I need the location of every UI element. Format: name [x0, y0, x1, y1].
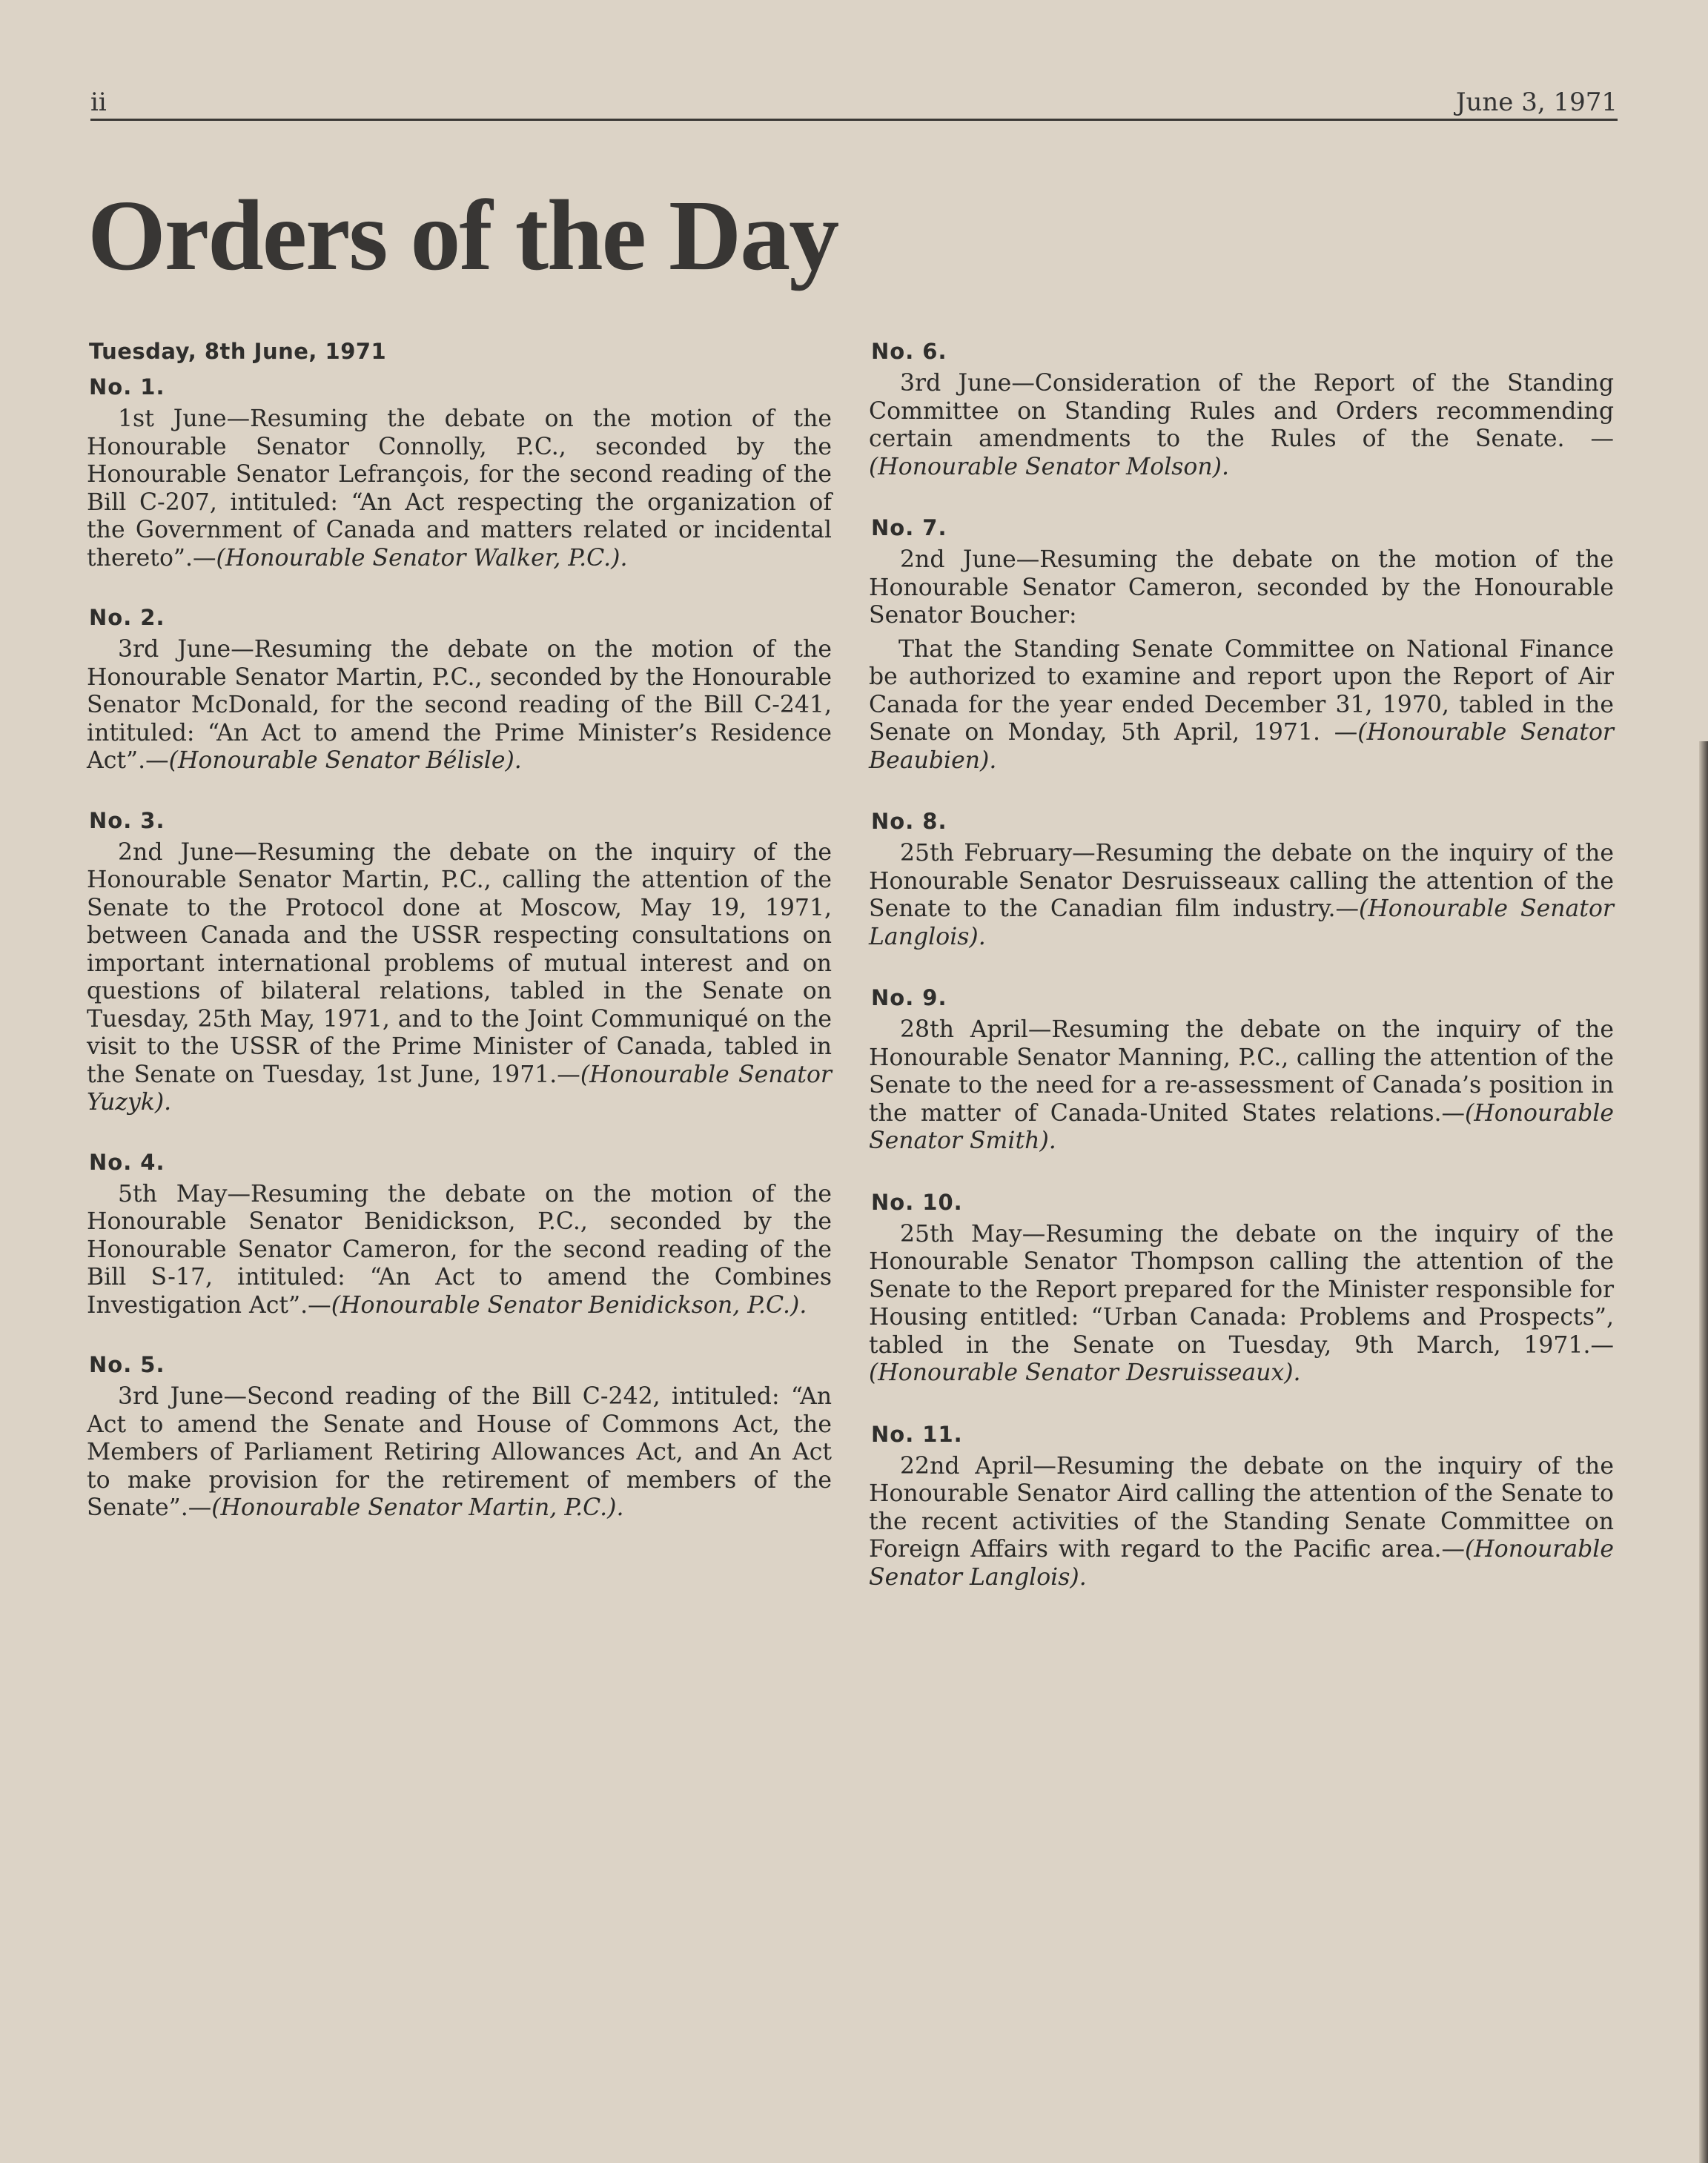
order-number: No. 7.: [871, 515, 947, 540]
header-date: June 3, 1971: [1455, 87, 1618, 117]
order-body: 2nd June—Resuming the debate on the inquiry of the Honourable Senator Martin, P.C., calling the attention of the Senate to the Protocol done at Moscow, May 19, 1971, between Canada and the USSR respecting consultations on important international problems of mutual interest and on questions of bilateral relations, tabled in the Senate on Tuesday, 25th May, 1971, and to the Joint Communiqué on the visit to the USSR of the Prime Minister of Canada, tabled in the Senate on Tuesday, 1st June, 1971.—: [87, 838, 832, 1088]
order-body: 28th April—Resuming the debate on the inquiry of the Honourable Senator Manning, P.C., calling the attention of the Senate to the need for a re-assessment of Canada’s position in the matter of Canada-United States relations.—: [869, 1016, 1614, 1127]
order-text: [869, 840, 1614, 951]
order-motion-text: [869, 636, 1614, 775]
order-text: [869, 370, 1614, 481]
right-column: [869, 330, 1614, 1626]
left-column: [87, 330, 832, 1557]
order-entry: [869, 985, 1614, 1156]
order-attribution: (Honourable Senator Martin, P.C.).: [211, 1494, 624, 1521]
order-attribution: (Honourable Senator Benidickson, P.C.).: [331, 1291, 807, 1319]
order-text: [87, 1383, 832, 1523]
order-entry: [869, 515, 1614, 775]
order-text: [87, 1181, 832, 1320]
running-header: [90, 82, 1618, 121]
order-entry: [869, 1422, 1614, 1592]
order-text: [87, 636, 832, 775]
order-entry: [87, 808, 832, 1117]
order-attribution: (Honourable Senator Beaubien).: [869, 719, 1614, 774]
order-number: No. 9.: [871, 985, 947, 1010]
order-body: 2nd June—Resuming the debate on the motion of the Honourable Senator Cameron, seconded by the Honourable Senator Boucher:: [869, 546, 1614, 629]
order-attribution: (Honourable Senator Molson).: [869, 453, 1229, 480]
order-entry: [87, 1352, 832, 1523]
order-number: No. 10.: [871, 1189, 963, 1215]
order-motion-body: That the Standing Senate Committee on National Finance be authorized to examine and report upon the Report of Air Canada for the year ended December 31, 1970, tabled in the Senate on Monday, 5th April, 1971. —: [869, 635, 1614, 746]
order-body: 25th February—Resuming the debate on the inquiry of the Honourable Senator Desruisseaux calling the attention of the Senate to the Canadian film industry.—: [869, 840, 1614, 922]
order-number: No. 8.: [871, 809, 947, 834]
order-text: [869, 1221, 1614, 1388]
order-number: No. 1.: [89, 374, 165, 400]
order-text: [869, 546, 1614, 630]
order-text: [87, 839, 832, 1117]
order-number: No. 2.: [89, 605, 165, 630]
order-entry: [869, 809, 1614, 951]
order-text: [87, 405, 832, 572]
page-number: ii: [90, 87, 107, 117]
order-number: No. 5.: [89, 1352, 165, 1377]
sitting-date-heading: Tuesday, 8th June, 1971: [89, 339, 387, 364]
order-body: 3rd June—Second reading of the Bill C-242, intituled: “An Act to amend the Senate and House of Commons Act, the Members of Parliament Retiring Allowances Act, and An Act to make provision for the retirement of members of the Senate”.—: [87, 1383, 832, 1521]
order-body: 22nd April—Resuming the debate on the inquiry of the Honourable Senator Aird calling the attention of the Senate to the recent activities of the Standing Senate Committee on Foreign Affairs with regard to the Pacific area.—: [869, 1452, 1614, 1563]
order-body: 1st June—Resuming the debate on the motion of the Honourable Senator Connolly, P.C., seconded by the Honourable Senator Lefrançois, for the second reading of the Bill C-207, intituled: “An Act respecting the organization of the Government of Canada and matters related or incidental thereto”.—: [87, 405, 832, 572]
order-attribution: (Honourable Senator Yuzyk).: [87, 1061, 832, 1116]
order-attribution: (Honourable Senator Desruisseaux).: [869, 1359, 1301, 1386]
order-entry: [87, 1150, 832, 1320]
order-number: No. 6.: [871, 339, 947, 364]
page-title: Orders of the Day: [87, 180, 838, 291]
order-number: No. 3.: [89, 807, 165, 833]
order-body: 5th May—Resuming the debate on the motion of the Honourable Senator Benidickson, P.C., seconded by the Honourable Senator Cameron, for the second reading of the Bill S-17, intituled: “An Act to amend the Combines Investigation Act”.—: [87, 1180, 832, 1319]
order-number: No. 11.: [871, 1421, 963, 1447]
order-entry: [87, 605, 832, 775]
order-entry: [869, 1190, 1614, 1388]
order-text: [869, 1453, 1614, 1592]
order-body: 3rd June—Consideration of the Report of the Standing Committee on Standing Rules and Orders recommending certain amendments to the Rules of the Senate. —: [869, 370, 1614, 452]
order-entry: [87, 374, 832, 572]
order-text: [869, 1016, 1614, 1156]
order-attribution: (Honourable Senator Bélisle).: [168, 747, 522, 774]
page-edge-shadow: [1699, 741, 1708, 2163]
order-attribution: (Honourable Senator Smith).: [869, 1099, 1614, 1154]
order-attribution: (Honourable Senator Walker, P.C.).: [216, 544, 628, 572]
order-body: 25th May—Resuming the debate on the inquiry of the Honourable Senator Thompson calling the attention of the Senate to the Report prepared for the Minister responsible for Housing entitled: “Urban Canada: Problems and Prospects”, tabled in the Senate on Tuesday, 9th March, 1971.—: [869, 1220, 1614, 1359]
order-entry: [869, 339, 1614, 481]
order-attribution: (Honourable Senator Langlois).: [869, 895, 1614, 950]
order-attribution: (Honourable Senator Langlois).: [869, 1536, 1614, 1591]
order-body: 3rd June—Resuming the debate on the motion of the Honourable Senator Martin, P.C., seconded by the Honourable Senator McDonald, for the second reading of the Bill C-241, intituled: “An Act to amend the Prime Minister’s Residence Act”.—: [87, 636, 832, 774]
order-number: No. 4.: [89, 1149, 165, 1175]
